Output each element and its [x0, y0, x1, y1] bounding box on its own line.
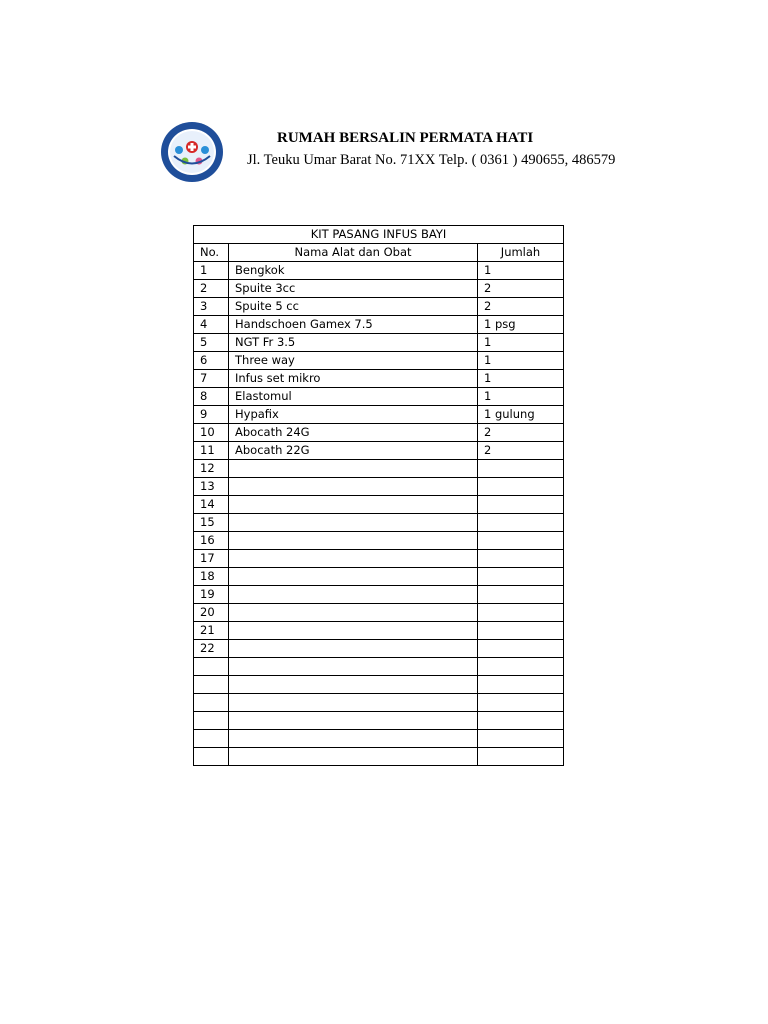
hospital-logo: [160, 121, 224, 183]
table-row: [194, 370, 564, 388]
item-quantity: [478, 640, 564, 658]
table-row: [194, 424, 564, 442]
item-name: [229, 676, 478, 694]
table-row: [194, 694, 564, 712]
item-name: Abocath 24G: [229, 424, 478, 442]
row-number: 14: [194, 496, 229, 514]
row-number: [194, 730, 229, 748]
row-number: 7: [194, 370, 229, 388]
item-name: [229, 622, 478, 640]
row-number: 1: [194, 262, 229, 280]
item-name: [229, 640, 478, 658]
item-quantity: [478, 550, 564, 568]
item-quantity: 2: [478, 424, 564, 442]
item-name: [229, 586, 478, 604]
row-number: 20: [194, 604, 229, 622]
table-row: [194, 532, 564, 550]
row-number: 2: [194, 280, 229, 298]
table-title-row: [194, 226, 564, 244]
item-quantity: 2: [478, 298, 564, 316]
item-name: Handschoen Gamex 7.5: [229, 316, 478, 334]
item-quantity: [478, 604, 564, 622]
column-header-item: Nama Alat dan Obat: [229, 244, 478, 262]
item-quantity: [478, 730, 564, 748]
table-body: [194, 262, 564, 766]
table-title: KIT PASANG INFUS BAYI: [194, 226, 564, 244]
hospital-name: RUMAH BERSALIN PERMATA HATI: [277, 130, 534, 146]
item-name: [229, 694, 478, 712]
row-number: 17: [194, 550, 229, 568]
item-name: [229, 514, 478, 532]
item-quantity: [478, 460, 564, 478]
row-number: 15: [194, 514, 229, 532]
row-number: 12: [194, 460, 229, 478]
table-row: [194, 748, 564, 766]
table-row: [194, 334, 564, 352]
item-name: [229, 532, 478, 550]
table-row: [194, 676, 564, 694]
item-name: Infus set mikro: [229, 370, 478, 388]
letterhead: [160, 121, 616, 183]
row-number: 5: [194, 334, 229, 352]
row-number: 22: [194, 640, 229, 658]
item-quantity: [478, 478, 564, 496]
item-quantity: [478, 676, 564, 694]
table-row: [194, 496, 564, 514]
item-name: [229, 496, 478, 514]
item-name: [229, 748, 478, 766]
table-row: [194, 586, 564, 604]
table-row: [194, 640, 564, 658]
table-row: [194, 550, 564, 568]
row-number: 9: [194, 406, 229, 424]
table-row: [194, 514, 564, 532]
row-number: 19: [194, 586, 229, 604]
item-quantity: [478, 748, 564, 766]
item-quantity: 1: [478, 370, 564, 388]
row-number: 4: [194, 316, 229, 334]
item-name: [229, 730, 478, 748]
table-row: [194, 280, 564, 298]
item-quantity: 2: [478, 280, 564, 298]
item-name: [229, 550, 478, 568]
table-row: [194, 352, 564, 370]
item-quantity: [478, 622, 564, 640]
table-row: [194, 622, 564, 640]
item-quantity: 1 psg: [478, 316, 564, 334]
item-quantity: 2: [478, 442, 564, 460]
row-number: 13: [194, 478, 229, 496]
row-number: [194, 712, 229, 730]
table-header-row: [194, 244, 564, 262]
item-name: [229, 568, 478, 586]
column-header-no: No.: [194, 244, 229, 262]
table-row: [194, 316, 564, 334]
row-number: 10: [194, 424, 229, 442]
item-quantity: [478, 532, 564, 550]
item-name: Elastomul: [229, 388, 478, 406]
item-quantity: [478, 568, 564, 586]
table-row: [194, 298, 564, 316]
row-number: 6: [194, 352, 229, 370]
item-name: Three way: [229, 352, 478, 370]
row-number: [194, 676, 229, 694]
table-row: [194, 406, 564, 424]
item-quantity: [478, 712, 564, 730]
row-number: 11: [194, 442, 229, 460]
item-name: [229, 604, 478, 622]
hospital-address: Jl. Teuku Umar Barat No. 71XX Telp. ( 0361 ) 490655, 486579: [247, 152, 616, 168]
item-name: [229, 712, 478, 730]
table-row: [194, 730, 564, 748]
kit-table: [193, 225, 564, 766]
item-quantity: 1: [478, 352, 564, 370]
item-quantity: [478, 658, 564, 676]
item-name: Hypafix: [229, 406, 478, 424]
table-row: [194, 658, 564, 676]
item-quantity: 1: [478, 262, 564, 280]
item-quantity: 1 gulung: [478, 406, 564, 424]
table-row: [194, 388, 564, 406]
item-name: Bengkok: [229, 262, 478, 280]
row-number: [194, 694, 229, 712]
table-row: [194, 460, 564, 478]
item-quantity: [478, 694, 564, 712]
row-number: [194, 658, 229, 676]
row-number: 21: [194, 622, 229, 640]
row-number: 18: [194, 568, 229, 586]
table-row: [194, 262, 564, 280]
table-row: [194, 568, 564, 586]
table-row: [194, 442, 564, 460]
row-number: [194, 748, 229, 766]
item-name: Spuite 3cc: [229, 280, 478, 298]
row-number: 3: [194, 298, 229, 316]
column-header-quantity: Jumlah: [478, 244, 564, 262]
item-quantity: 1: [478, 388, 564, 406]
item-quantity: 1: [478, 334, 564, 352]
item-name: [229, 478, 478, 496]
row-number: 16: [194, 532, 229, 550]
item-quantity: [478, 496, 564, 514]
item-quantity: [478, 514, 564, 532]
item-name: [229, 658, 478, 676]
item-name: [229, 460, 478, 478]
item-name: Spuite 5 cc: [229, 298, 478, 316]
table-row: [194, 478, 564, 496]
item-quantity: [478, 586, 564, 604]
item-name: Abocath 22G: [229, 442, 478, 460]
table-row: [194, 604, 564, 622]
table-row: [194, 712, 564, 730]
item-name: NGT Fr 3.5: [229, 334, 478, 352]
row-number: 8: [194, 388, 229, 406]
